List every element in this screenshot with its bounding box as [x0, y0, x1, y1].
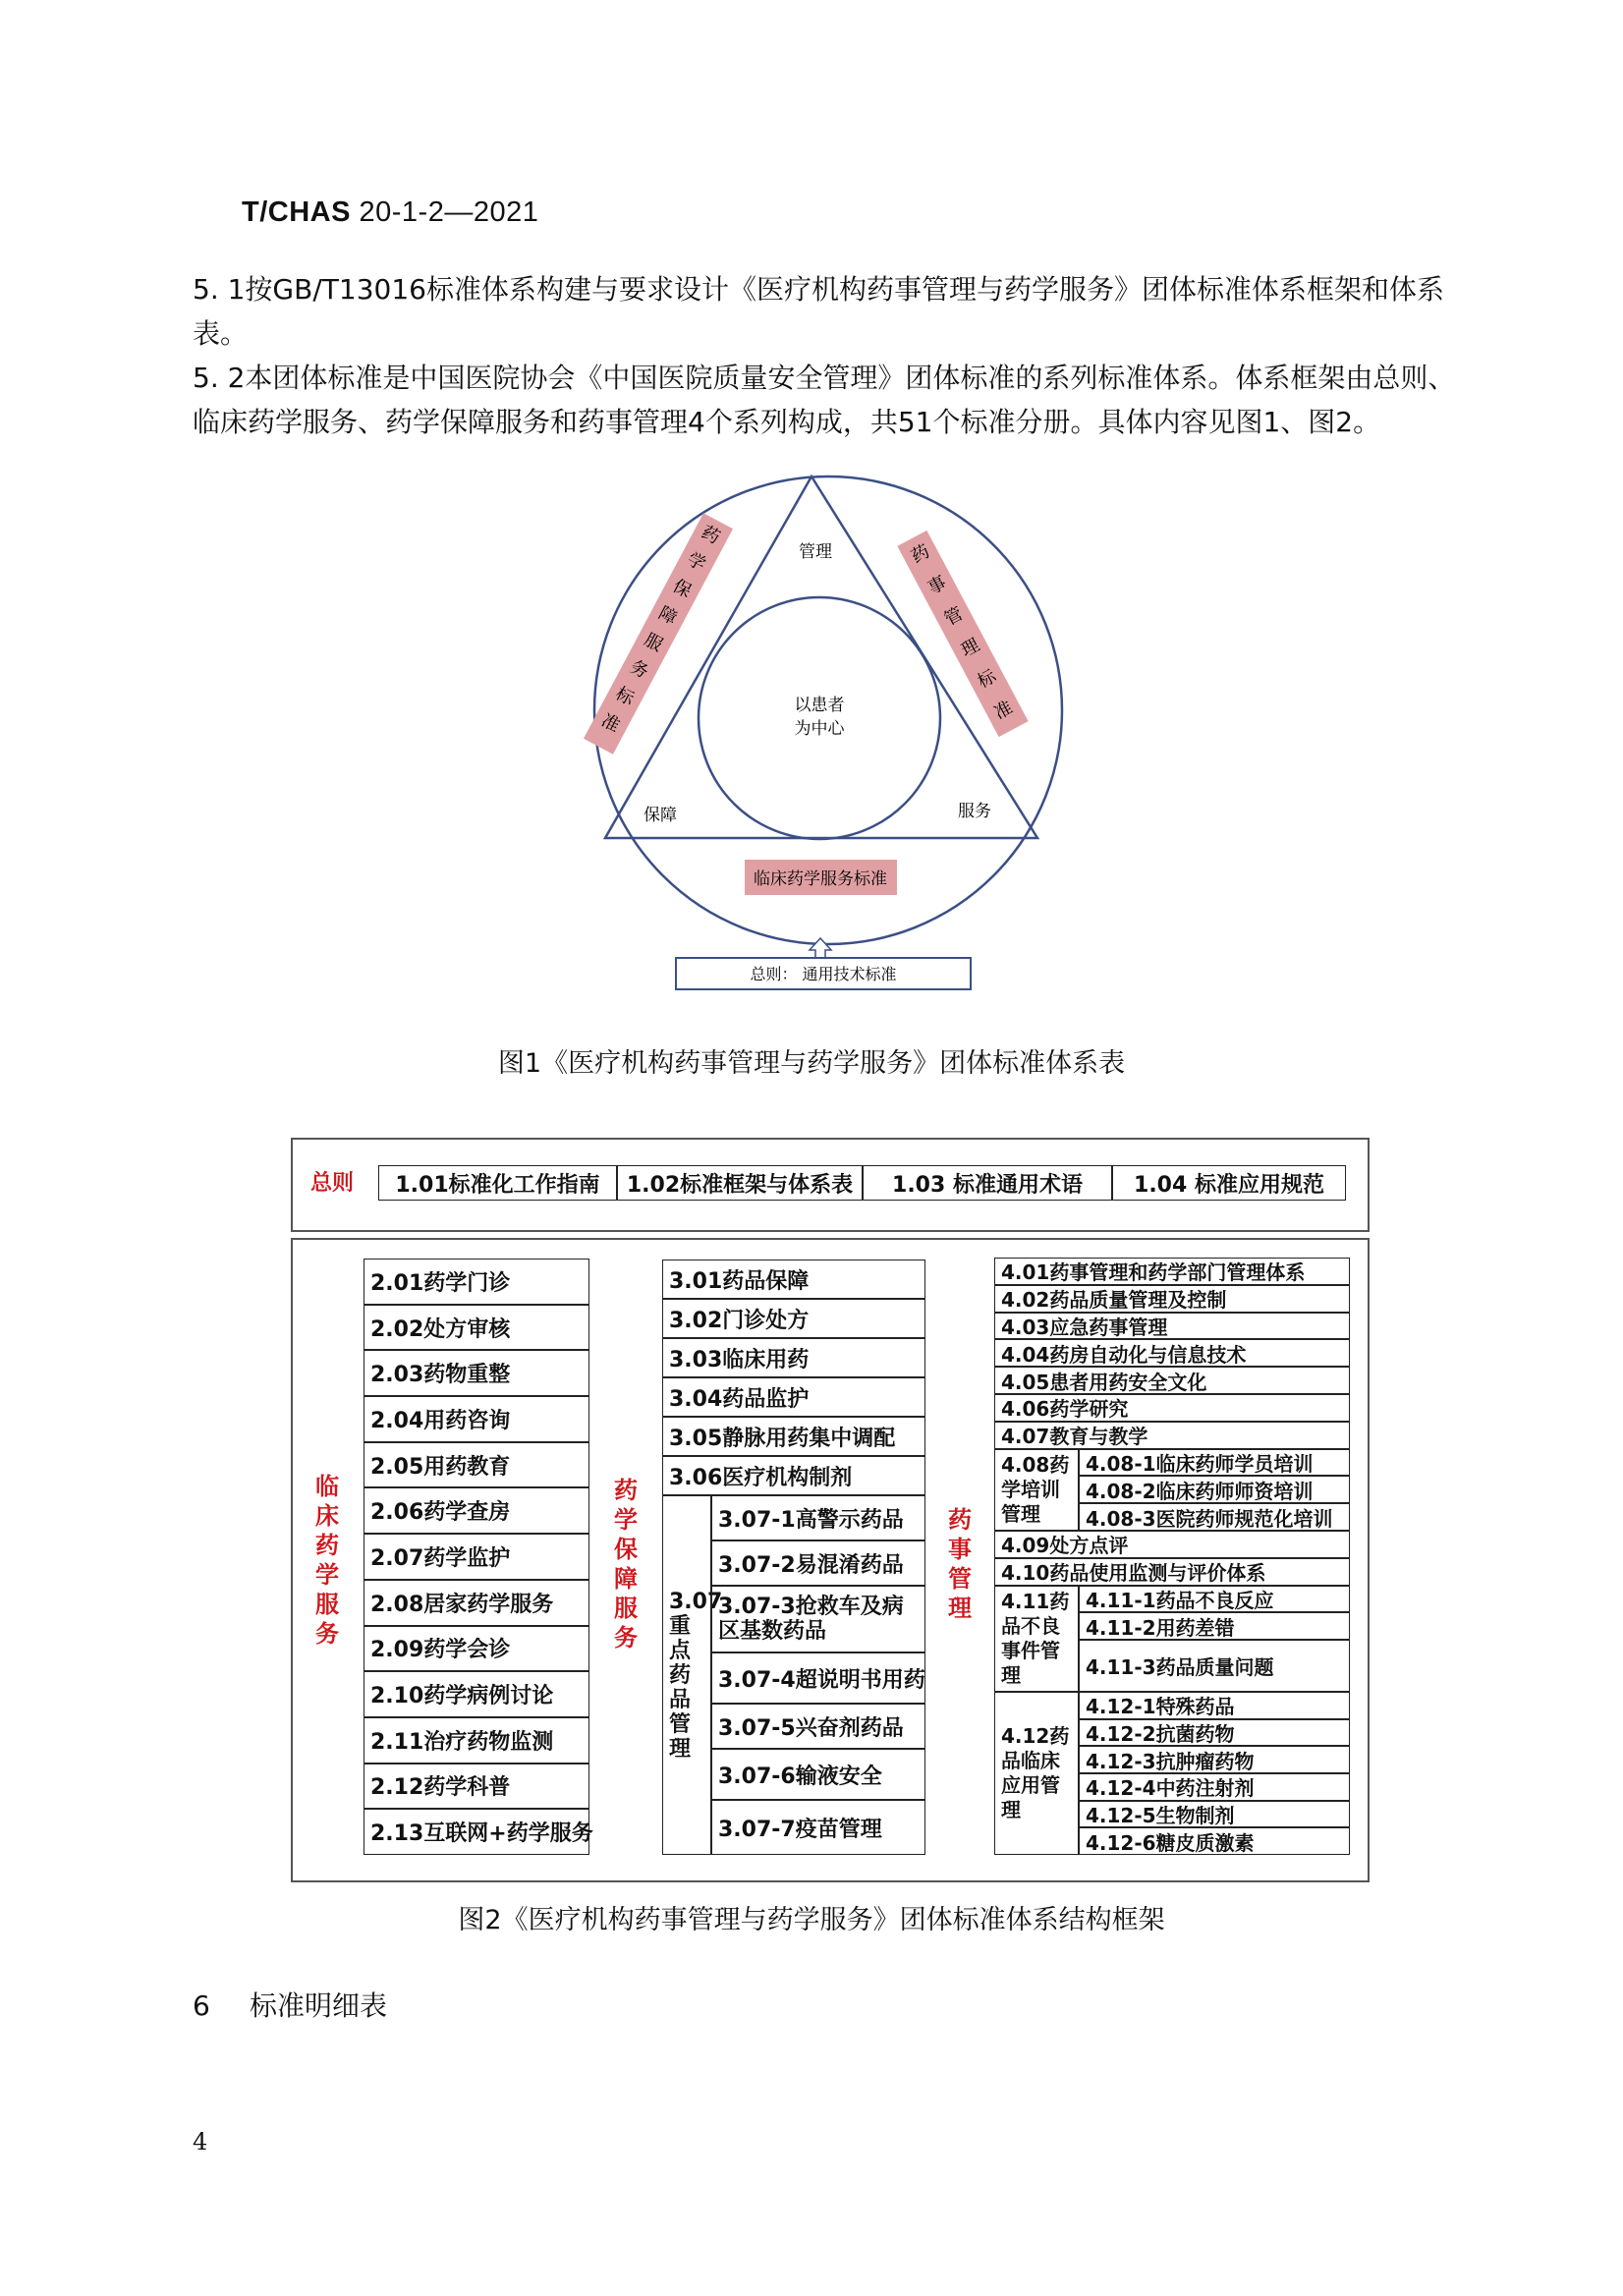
section-title: 标准明细表: [250, 1989, 388, 2022]
clinical-item: 2.07药学监护: [364, 1534, 589, 1580]
support-group-label-line: 重点: [669, 1613, 692, 1663]
support-group-label: [662, 1495, 723, 1855]
banner-char: 药: [908, 540, 933, 568]
support-sub-item: 3.07-2易混淆药品: [711, 1540, 925, 1586]
vertical-label-char: 保: [614, 1536, 638, 1563]
document-header: [242, 196, 538, 229]
support-sub-item: 3.07-1高警示药品: [711, 1495, 925, 1540]
clinical-label: [312, 1472, 342, 1649]
mgmt-item: 4.03应急药事管理: [994, 1313, 1350, 1340]
vertical-label-char: 理: [948, 1595, 972, 1622]
paragraph-line: 5. 1按GB/T13016标准体系构建与要求设计《医疗机构药事管理与药学服务》团体标准体系框架和体系: [193, 273, 1444, 306]
clinical-item: 2.05用药教育: [364, 1442, 589, 1488]
mgmt-sub-item: 4.08-2临床药师师资培训: [1079, 1476, 1350, 1503]
banner-char: 管: [940, 603, 967, 631]
mgmt-group-label: 4.12药品临床应用管理: [994, 1692, 1079, 1855]
mgmt-item: 4.02药品质量管理及控制: [994, 1285, 1350, 1313]
vertical-label-char: 管: [948, 1565, 972, 1593]
vertex-label-left: 保障: [644, 806, 677, 825]
vertex-label-top: 管理: [799, 542, 832, 562]
support-label: [611, 1476, 641, 1652]
banner-char: 标: [974, 665, 1000, 693]
general-item: 1.02标准框架与体系表: [617, 1165, 863, 1201]
vertical-label-char: 事: [948, 1536, 972, 1563]
mgmt-item: 4.01药事管理和药学部门管理体系: [994, 1258, 1350, 1285]
banner-char: 学: [683, 548, 709, 576]
figure2-caption: 图2《医疗机构药事管理与药学服务》团体标准体系结构框架: [458, 1905, 1165, 1935]
vertical-label-char: 临: [315, 1473, 339, 1500]
mgmt-item: 4.07教育与教学: [994, 1422, 1350, 1449]
support-item: 3.01药品保障: [662, 1260, 925, 1299]
clinical-item: 2.12药学科普: [364, 1764, 589, 1810]
clinical-item: 2.11治疗药物监测: [364, 1717, 589, 1764]
general-item: 1.03 标准通用术语: [863, 1165, 1112, 1201]
management-label: [945, 1505, 975, 1623]
figure1-diagram: [550, 467, 1100, 997]
paragraph-line: 表。: [193, 317, 249, 350]
banner-char: 理: [957, 635, 983, 662]
support-sub-item: 3.07-7疫苗管理: [711, 1800, 925, 1855]
clinical-item: 2.02处方审核: [364, 1305, 589, 1351]
center-text-1: 以患者: [794, 696, 845, 715]
banner-char: 保: [669, 576, 696, 603]
mgmt-sub-item: 4.12-5生物制剂: [1079, 1801, 1350, 1828]
mgmt-sub-item: 4.11-3药品质量问题: [1079, 1640, 1350, 1692]
banner-char: 障: [654, 602, 681, 630]
vertex-label-right: 服务: [958, 802, 991, 821]
bottom-banner-text: 临床药学服务标准: [754, 869, 887, 889]
general-item: 1.01标准化工作指南: [378, 1165, 617, 1201]
header-org: T/CHAS: [242, 196, 351, 228]
banner-char: 务: [626, 656, 652, 684]
mgmt-group-label: 4.08药学培训管理: [994, 1449, 1079, 1531]
support-sub-item: 3.07-6输液安全: [711, 1749, 925, 1800]
mgmt-sub-item: 4.11-1药品不良反应: [1079, 1586, 1350, 1613]
vertical-label-char: 药: [948, 1506, 972, 1534]
vertical-label-char: 务: [614, 1624, 638, 1652]
paragraph-line: 临床药学服务、药学保障服务和药事管理4个系列构成，共51个标准分册。具体内容见图1、图2。: [193, 406, 1381, 438]
clinical-item: 2.08居家药学服务: [364, 1580, 589, 1626]
support-group-label-line: 药品: [669, 1662, 692, 1712]
mgmt-item: 4.05患者用药安全文化: [994, 1367, 1350, 1394]
vertical-label-char: 药: [614, 1477, 638, 1504]
header-number: 20-1-2—2021: [359, 196, 539, 228]
support-sub-item: 3.07-5兴奋剂药品: [711, 1704, 925, 1749]
general-item: 1.04 标准应用规范: [1112, 1165, 1346, 1201]
vertical-label-char: 药: [315, 1532, 339, 1559]
clinical-item: 2.09药学会诊: [364, 1626, 589, 1672]
clinical-item: 2.13互联网+药学服务: [364, 1809, 589, 1855]
mgmt-item: 4.10药品使用监测与评价体系: [994, 1558, 1350, 1586]
clinical-item: 2.10药学病例讨论: [364, 1671, 589, 1717]
mgmt-item: 4.09处方点评: [994, 1531, 1350, 1558]
figure1-caption: 图1《医疗机构药事管理与药学服务》团体标准体系表: [497, 1048, 1126, 1079]
mgmt-sub-item: 4.08-1临床药师学员培训: [1079, 1449, 1350, 1477]
page-number: 4: [193, 2128, 208, 2156]
banner-char: 标: [612, 683, 638, 710]
clinical-item: 2.03药物重整: [364, 1350, 589, 1396]
mgmt-sub-item: 4.12-1特殊药品: [1079, 1692, 1350, 1719]
support-item: 3.06医疗机构制剂: [662, 1456, 925, 1495]
mgmt-group-label: 4.11药品不良事件管理: [994, 1586, 1079, 1692]
mgmt-sub-item: 4.11-2用药差错: [1079, 1612, 1350, 1640]
vertical-label-char: 床: [315, 1502, 339, 1530]
support-sub-item: 3.07-3抢救车及病区基数药品: [711, 1586, 925, 1652]
section-number: 6: [193, 1989, 210, 2022]
support-item: 3.02门诊处方: [662, 1299, 925, 1338]
inner-circle: [699, 597, 940, 839]
mgmt-sub-item: 4.08-3医院药师规范化培训: [1079, 1503, 1350, 1531]
up-arrow-icon: [810, 938, 831, 958]
support-group-label-line: 管理: [669, 1711, 692, 1762]
paragraph-5-2: [193, 356, 1470, 444]
mgmt-item: 4.06药学研究: [994, 1394, 1350, 1422]
section-heading: [193, 1985, 387, 2024]
support-item: 3.05静脉用药集中调配: [662, 1417, 925, 1456]
banner-char: 药: [698, 522, 724, 549]
mgmt-sub-item: 4.12-3抗肿瘤药物: [1079, 1746, 1350, 1773]
clinical-item: 2.06药学查房: [364, 1487, 589, 1534]
vertical-label-char: 障: [614, 1565, 638, 1593]
support-sub-item: 3.07-4超说明书用药: [711, 1652, 925, 1704]
center-text-2: 为中心: [794, 719, 845, 739]
vertical-label-char: 学: [315, 1561, 339, 1589]
vertical-label-char: 服: [614, 1595, 638, 1622]
mgmt-sub-item: 4.12-4中药注射剂: [1079, 1773, 1350, 1801]
support-item: 3.03临床用药: [662, 1338, 925, 1377]
mgmt-item: 4.04药房自动化与信息技术: [994, 1339, 1350, 1367]
support-group-label-line: 3.07: [669, 1589, 723, 1614]
banner-char: 服: [641, 629, 666, 656]
paragraph-line: 5. 2本团体标准是中国医院协会《中国医院质量安全管理》团体标准的系列标准体系。体系框架由总则、: [193, 362, 1456, 394]
clinical-item: 2.01药学门诊: [364, 1259, 589, 1305]
vertical-label-char: 服: [315, 1591, 339, 1618]
banner-char: 准: [990, 697, 1017, 724]
mgmt-sub-item: 4.12-2抗菌药物: [1079, 1719, 1350, 1747]
base-box-text: 总则： 通用技术标准: [750, 965, 897, 983]
vertical-label-char: 学: [614, 1506, 638, 1534]
banner-char: 准: [597, 709, 624, 737]
mgmt-sub-item: 4.12-6糖皮质激素: [1079, 1827, 1350, 1855]
clinical-item: 2.04用药咨询: [364, 1396, 589, 1442]
banner-char: 事: [924, 572, 950, 599]
vertical-label-char: 务: [315, 1620, 339, 1648]
general-label: 总则: [310, 1171, 355, 1196]
paragraph-5-1: [193, 267, 1470, 356]
support-item: 3.04药品监护: [662, 1377, 925, 1417]
